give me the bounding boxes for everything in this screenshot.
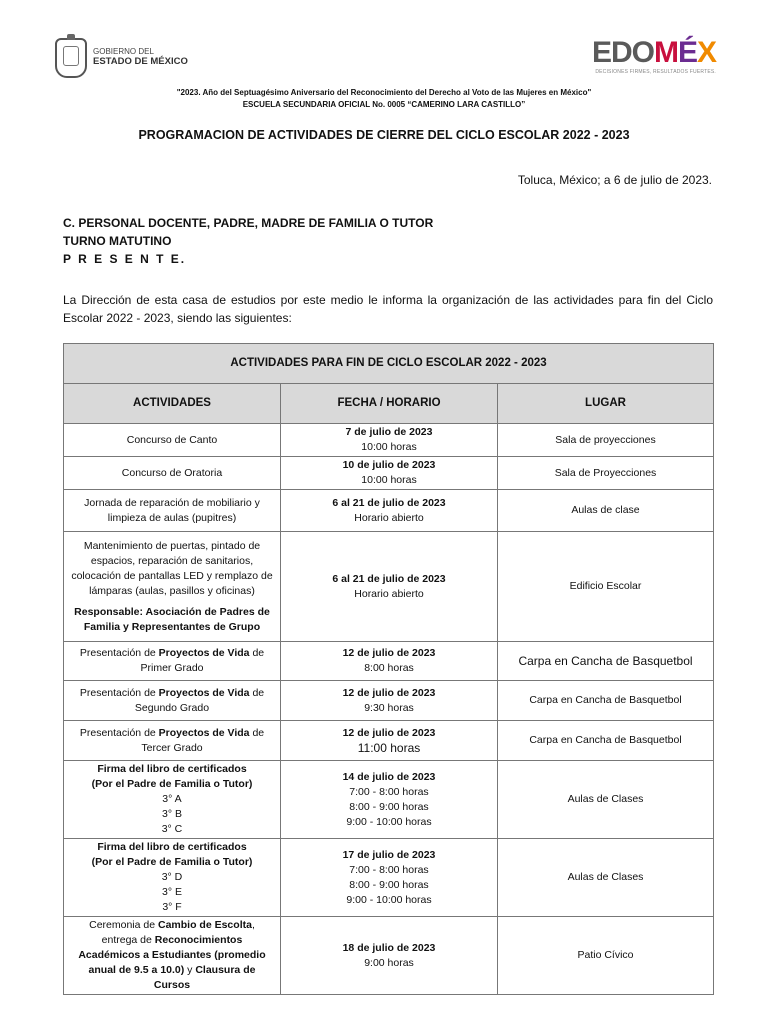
gov-line2: ESTADO DE MÉXICO [93, 56, 188, 68]
activity-cell: Presentación de Proyectos de Vida de Primer Grado [64, 642, 281, 681]
recipient-line3: P R E S E N T E. [63, 252, 187, 266]
activity-cell: Firma del libro de certificados (Por el Padre de Familia o Tutor) 3° D 3° E 3° F [64, 839, 281, 917]
table-row [64, 761, 714, 839]
date-cell: 7 de julio de 2023 10:00 horas [281, 424, 498, 457]
activity-cell: Mantenimiento de puertas, pintado de espacios, reparación de sanitarios, colocación de pantallas LED y remplazo de lámparas (aulas, pasillos y oficinas) Responsable: Asociación de Padres de Familia y Representantes de Grupo [64, 532, 281, 642]
table-row [64, 457, 714, 490]
motto-line1: "2023. Año del Septuagésimo Aniversario del Reconocimiento del Derecho al Voto de las Mujeres en México" [176, 88, 592, 97]
date-cell: 17 de julio de 2023 7:00 - 8:00 horas 8:00 - 9:00 horas 9:00 - 10:00 horas [281, 839, 498, 917]
activity-cell: Ceremonia de Cambio de Escolta, entrega de Reconocimientos Académicos a Estudiantes (promedio anual de 9.5 a 10.0) y Clausura de Cursos [64, 917, 281, 995]
place-cell: Carpa en Cancha de Basquetbol [498, 721, 714, 761]
table-row [64, 681, 714, 721]
place-cell: Aulas de Clases [498, 839, 714, 917]
table-row [64, 424, 714, 457]
date-cell: 12 de julio de 2023 11:00 horas [281, 721, 498, 761]
state-seal-icon [55, 38, 87, 78]
place-cell: Sala de Proyecciones [498, 457, 714, 490]
header-place: LUGAR [498, 384, 714, 424]
school-name: ESCUELA SECUNDARIA OFICIAL No. 0005 “CAMERINO LARA CASTILLO” [242, 100, 526, 109]
intro-paragraph: La Dirección de esta casa de estudios por este medio le informa la organización de las actividades para fin del Ciclo Escolar 2022 - 2023, siendo las siguientes: [63, 293, 713, 325]
place-cell: Sala de proyecciones [498, 424, 714, 457]
activity-cell: Jornada de reparación de mobiliario y limpieza de aulas (pupitres) [64, 490, 281, 532]
table-caption: ACTIVIDADES PARA FIN DE CICLO ESCOLAR 2022 - 2023 [64, 344, 714, 384]
table-row [64, 532, 714, 642]
date-cell: 14 de julio de 2023 7:00 - 8:00 horas 8:00 - 9:00 horas 9:00 - 10:00 horas [281, 761, 498, 839]
place-cell: Carpa en Cancha de Basquetbol [498, 642, 714, 681]
place-cell: Aulas de clase [498, 490, 714, 532]
table-header-row [64, 384, 714, 424]
header-date-time: FECHA / HORARIO [281, 384, 498, 424]
date-cell: 6 al 21 de julio de 2023 Horario abierto [281, 532, 498, 642]
activity-cell: Presentación de Proyectos de Vida de Segundo Grado [64, 681, 281, 721]
date-cell: 10 de julio de 2023 10:00 horas [281, 457, 498, 490]
table-row [64, 839, 714, 917]
header-activities: ACTIVIDADES [64, 384, 281, 424]
place-cell: Aulas de Clases [498, 761, 714, 839]
date-cell: 18 de julio de 2023 9:00 horas [281, 917, 498, 995]
gov-line1: GOBIERNO DEL [93, 47, 154, 57]
place-cell: Patio Cívico [498, 917, 714, 995]
official-motto [0, 87, 768, 111]
edomex-brand-logo [586, 38, 716, 74]
activity-cell: Concurso de Oratoria [64, 457, 281, 490]
table-row [64, 642, 714, 681]
date-cell: 12 de julio de 2023 9:30 horas [281, 681, 498, 721]
activity-cell: Concurso de Canto [64, 424, 281, 457]
table-row [64, 490, 714, 532]
dateline: Toluca, México; a 6 de julio de 2023. [517, 173, 712, 187]
edomex-wordmark: EDOMÉX [591, 36, 716, 69]
recipient-line1: C. PERSONAL DOCENTE, PADRE, MADRE DE FAMILIA O TUTOR [63, 216, 434, 230]
place-cell: Carpa en Cancha de Basquetbol [498, 681, 714, 721]
activity-cell: Firma del libro de certificados (Por el Padre de Familia o Tutor) 3° A 3° B 3° C [64, 761, 281, 839]
date-cell: 12 de julio de 2023 8:00 horas [281, 642, 498, 681]
brand-tagline: DECISIONES FIRMES, RESULTADOS FUERTES. [595, 69, 716, 75]
activities-table [63, 343, 714, 995]
activity-cell: Presentación de Proyectos de Vida de Tercer Grado [64, 721, 281, 761]
recipients-block [63, 214, 433, 268]
table-row [64, 721, 714, 761]
table-row [64, 917, 714, 995]
place-cell: Edificio Escolar [498, 532, 714, 642]
gobierno-edomex-logo [55, 36, 195, 80]
date-cell: 6 al 21 de julio de 2023 Horario abierto [281, 490, 498, 532]
document-title: PROGRAMACION DE ACTIVIDADES DE CIERRE DEL CICLO ESCOLAR 2022 - 2023 [138, 128, 630, 142]
recipient-line2: TURNO MATUTINO [63, 234, 172, 248]
responsible-label: Responsable: Asociación de Padres de [74, 605, 270, 618]
